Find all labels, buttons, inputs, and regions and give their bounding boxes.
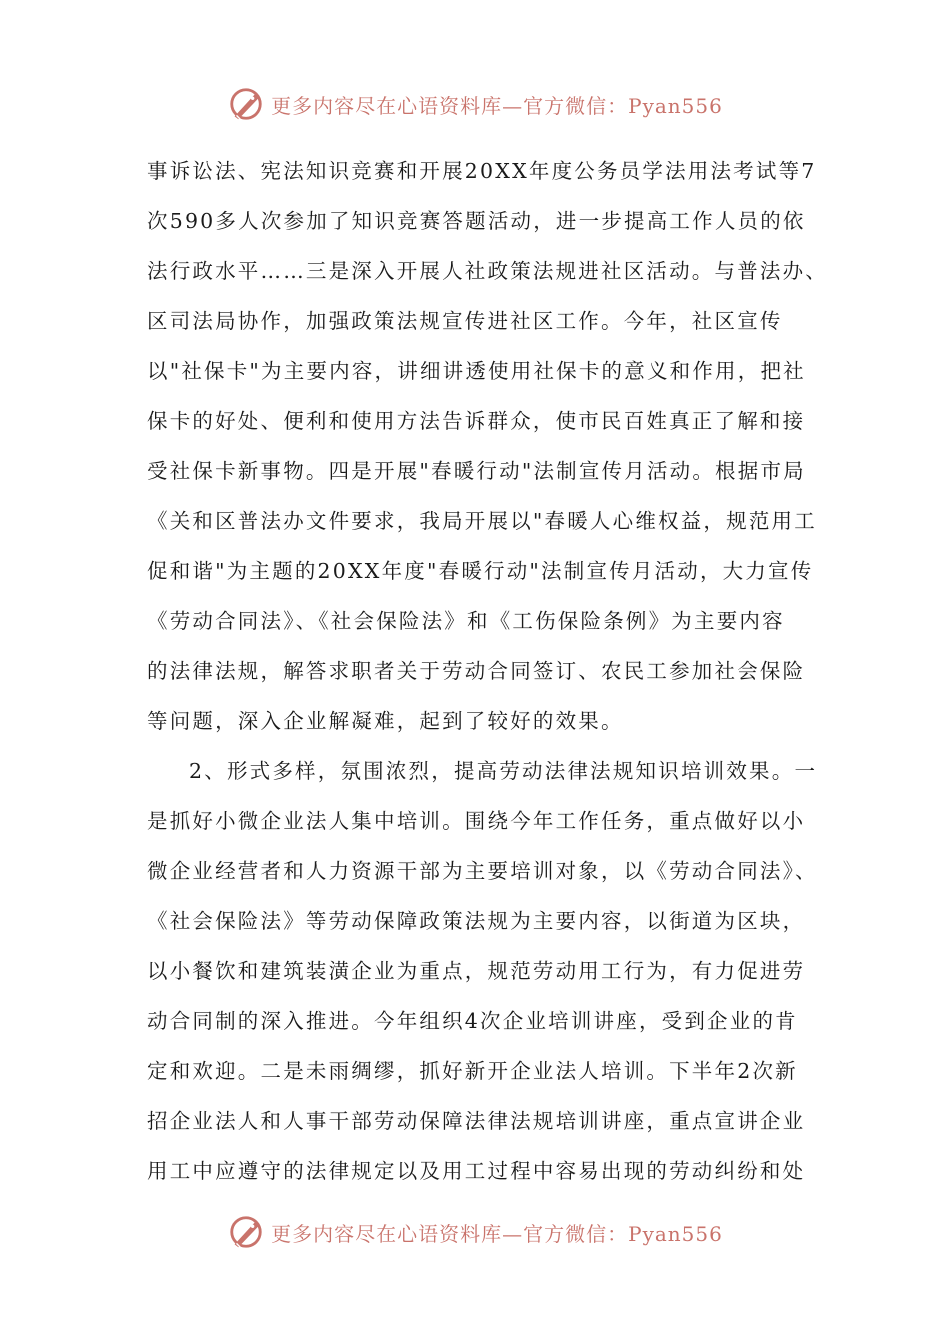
text-line: 以小餐饮和建筑装潢企业为重点，规范劳动用工行为，有力促进劳 (147, 959, 806, 983)
text-line: 《社会保险法》等劳动保障政策法规为主要内容，以街道为区块， (147, 909, 806, 933)
text-line: 法行政水平……三是深入开展人社政策法规进社区活动。与普法办、 (147, 259, 828, 283)
text-line: 微企业经营者和人力资源干部为主要培训对象，以《劳动合同法》、 (147, 859, 818, 883)
footer-banner-text: 更多内容尽在心语资料库—官方微信：Pyan556 (271, 1221, 723, 1246)
text-line: 受社保卡新事物。四是开展"春暖行动"法制宣传月活动。根据市局 (147, 459, 806, 483)
text-line: 招企业法人和人事干部劳动保障法律法规培训讲座，重点宣讲企业 (147, 1109, 806, 1133)
text-line: 定和欢迎。二是未雨绸缪，抓好新开企业法人培训。下半年2次新 (147, 1059, 798, 1083)
document-body (147, 146, 828, 1196)
text-line: 《劳动合同法》、《社会保险法》和《工伤保险条例》为主要内容 (147, 609, 785, 633)
header-banner-text: 更多内容尽在心语资料库—官方微信：Pyan556 (271, 93, 723, 118)
text-line: 用工中应遵守的法律规定以及用工过程中容易出现的劳动纠纷和处 (147, 1159, 806, 1183)
text-line: 以"社保卡"为主要内容，讲细讲透使用社保卡的意义和作用，把社 (147, 359, 806, 383)
text-line: 保卡的好处、便利和使用方法告诉群众，使市民百姓真正了解和接 (147, 409, 806, 433)
text-line: 促和谐"为主题的20XX年度"春暖行动"法制宣传月活动，大力宣传 (147, 559, 814, 583)
text-line: 等问题，深入企业解凝难，起到了较好的效果。 (147, 709, 624, 733)
paragraph-start-line: 2、形式多样，氛围浓烈，提高劳动法律法规知识培训效果。一 (189, 759, 818, 783)
text-line: 次590多人次参加了知识竞赛答题活动，进一步提高工作人员的依 (147, 209, 806, 233)
text-line: 区司法局协作，加强政策法规宣传进社区工作。今年，社区宣传 (147, 309, 783, 333)
text-line: 《关和区普法办文件要求，我局开展以"春暖人心维权益，规范用工 (147, 509, 817, 533)
text-line: 的法律法规，解答求职者关于劳动合同签订、农民工参加社会保险 (147, 659, 806, 683)
text-line: 动合同制的深入推进。今年组织4次企业培训讲座，受到企业的肯 (147, 1009, 798, 1033)
text-line: 事诉讼法、宪法知识竞赛和开展20XX年度公务员学法用法考试等7 (147, 159, 817, 183)
header-banner (0, 84, 950, 124)
footer-banner (0, 1212, 950, 1252)
text-line: 是抓好小微企业法人集中培训。围绕今年工作任务，重点做好以小 (147, 809, 806, 833)
pen-nib-icon (227, 85, 265, 123)
pen-nib-icon (227, 1213, 265, 1251)
